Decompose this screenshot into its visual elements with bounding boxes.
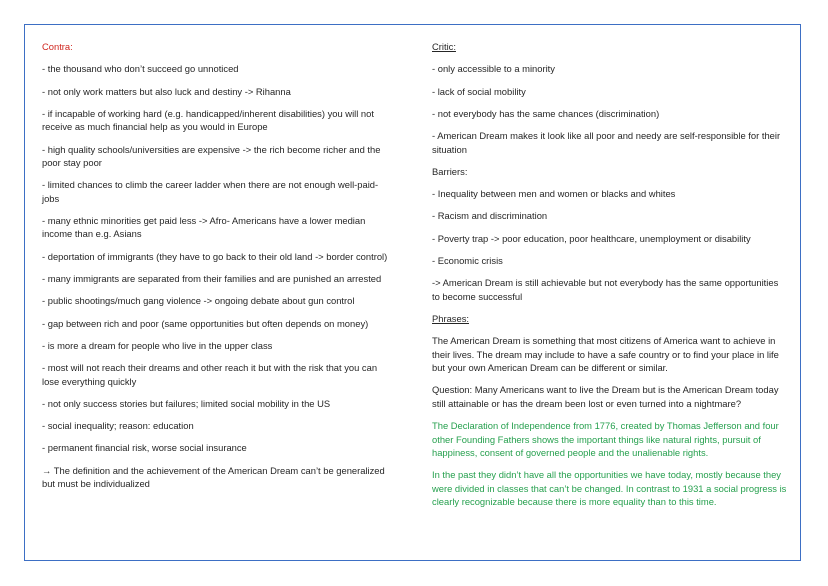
contra-item: - most will not reach their dreams and other reach it but with the risk that you can lose everything quickly — [42, 362, 378, 387]
contra-item: - many ethnic minorities get paid less -> Afro- Americans have a lower median income than e.g. Asians — [42, 215, 366, 240]
past-paragraph: In the past they didn’t have all the opportunities we have today, mostly because they were divided in classes that can’t be changed. In contrast to 1931 a social progress is clearly recognizable because there is more equality than to this time. — [432, 469, 787, 508]
phrases-paragraph: The American Dream is something that most citizens of America want to achieve in their lives. The dream may include to have a safe country or to find your place in life but your own American Dream can be different or similar. — [432, 335, 779, 374]
barriers-item: - Racism and discrimination — [432, 210, 548, 222]
contra-item: - public shootings/much gang violence -> ongoing debate about gun control — [42, 295, 355, 307]
critic-heading: Critic: — [432, 41, 456, 52]
barriers-conclusion: -> American Dream is still achievable but not everybody has the same opportunities to become successful — [432, 277, 779, 302]
contra-conclusion: → The definition and the achievement of the American Dream can’t be generalized but must be individualized — [42, 464, 385, 490]
contra-item: - gap between rich and poor (same opportunities but often depends on money) — [42, 317, 369, 329]
contra-item: - social inequality; reason: education — [42, 420, 194, 432]
contra-item: - is more a dream for people who live in the upper class — [42, 339, 273, 351]
barriers-item: - Inequality between men and women or blacks and whites — [432, 188, 676, 200]
declaration-paragraph: The Declaration of Independence from 1776, created by Thomas Jefferson and four other Founding Fathers shows the important things like natural rights, pursuit of happiness, consent of governed people and the unalienable rights. — [432, 420, 779, 458]
contra-item: - deportation of immigrants (they have to go back to their old land -> border control) — [42, 250, 388, 262]
phrases-heading: Phrases: — [432, 313, 469, 325]
contra-item: - if incapable of working hard (e.g. handicapped/inherent disabilities) you will not receive as much financial help as you would in Europe — [42, 107, 374, 133]
question-paragraph: Question: Many Americans want to live the Dream but is the American Dream today still attainable or has the dream been lost or even turned into a nightmare? — [432, 384, 779, 409]
contra-item: - not only success stories but failures; limited social mobility in the US — [42, 397, 331, 409]
contra-item: - limited chances to climb the career ladder when there are not enough well-paid-jobs — [42, 179, 379, 204]
critic-item: - American Dream makes it look like all poor and needy are self-responsible for their situation — [432, 130, 781, 155]
critic-column — [432, 40, 788, 517]
barriers-item: - Economic crisis — [432, 255, 503, 267]
critic-item: - only accessible to a minority — [432, 63, 555, 75]
barriers-item: - Poverty trap -> poor education, poor healthcare, unemployment or disability — [432, 232, 751, 244]
contra-heading: Contra: — [42, 41, 73, 52]
contra-item: - high quality schools/universities are expensive -> the rich become richer and the poor stay poor — [42, 143, 381, 168]
critic-item: - not everybody has the same chances (discrimination) — [432, 107, 660, 119]
barriers-heading: Barriers: — [432, 165, 468, 177]
contra-item: - many immigrants are separated from their families and are punished an arrested — [42, 273, 382, 284]
contra-item: - permanent financial risk, worse social insurance — [42, 442, 247, 454]
critic-item: - lack of social mobility — [432, 85, 526, 97]
contra-column — [42, 40, 394, 499]
contra-item: - the thousand who don’t succeed go unnoticed — [42, 63, 239, 75]
contra-item: - not only work matters but also luck and destiny -> Rihanna — [42, 85, 291, 97]
